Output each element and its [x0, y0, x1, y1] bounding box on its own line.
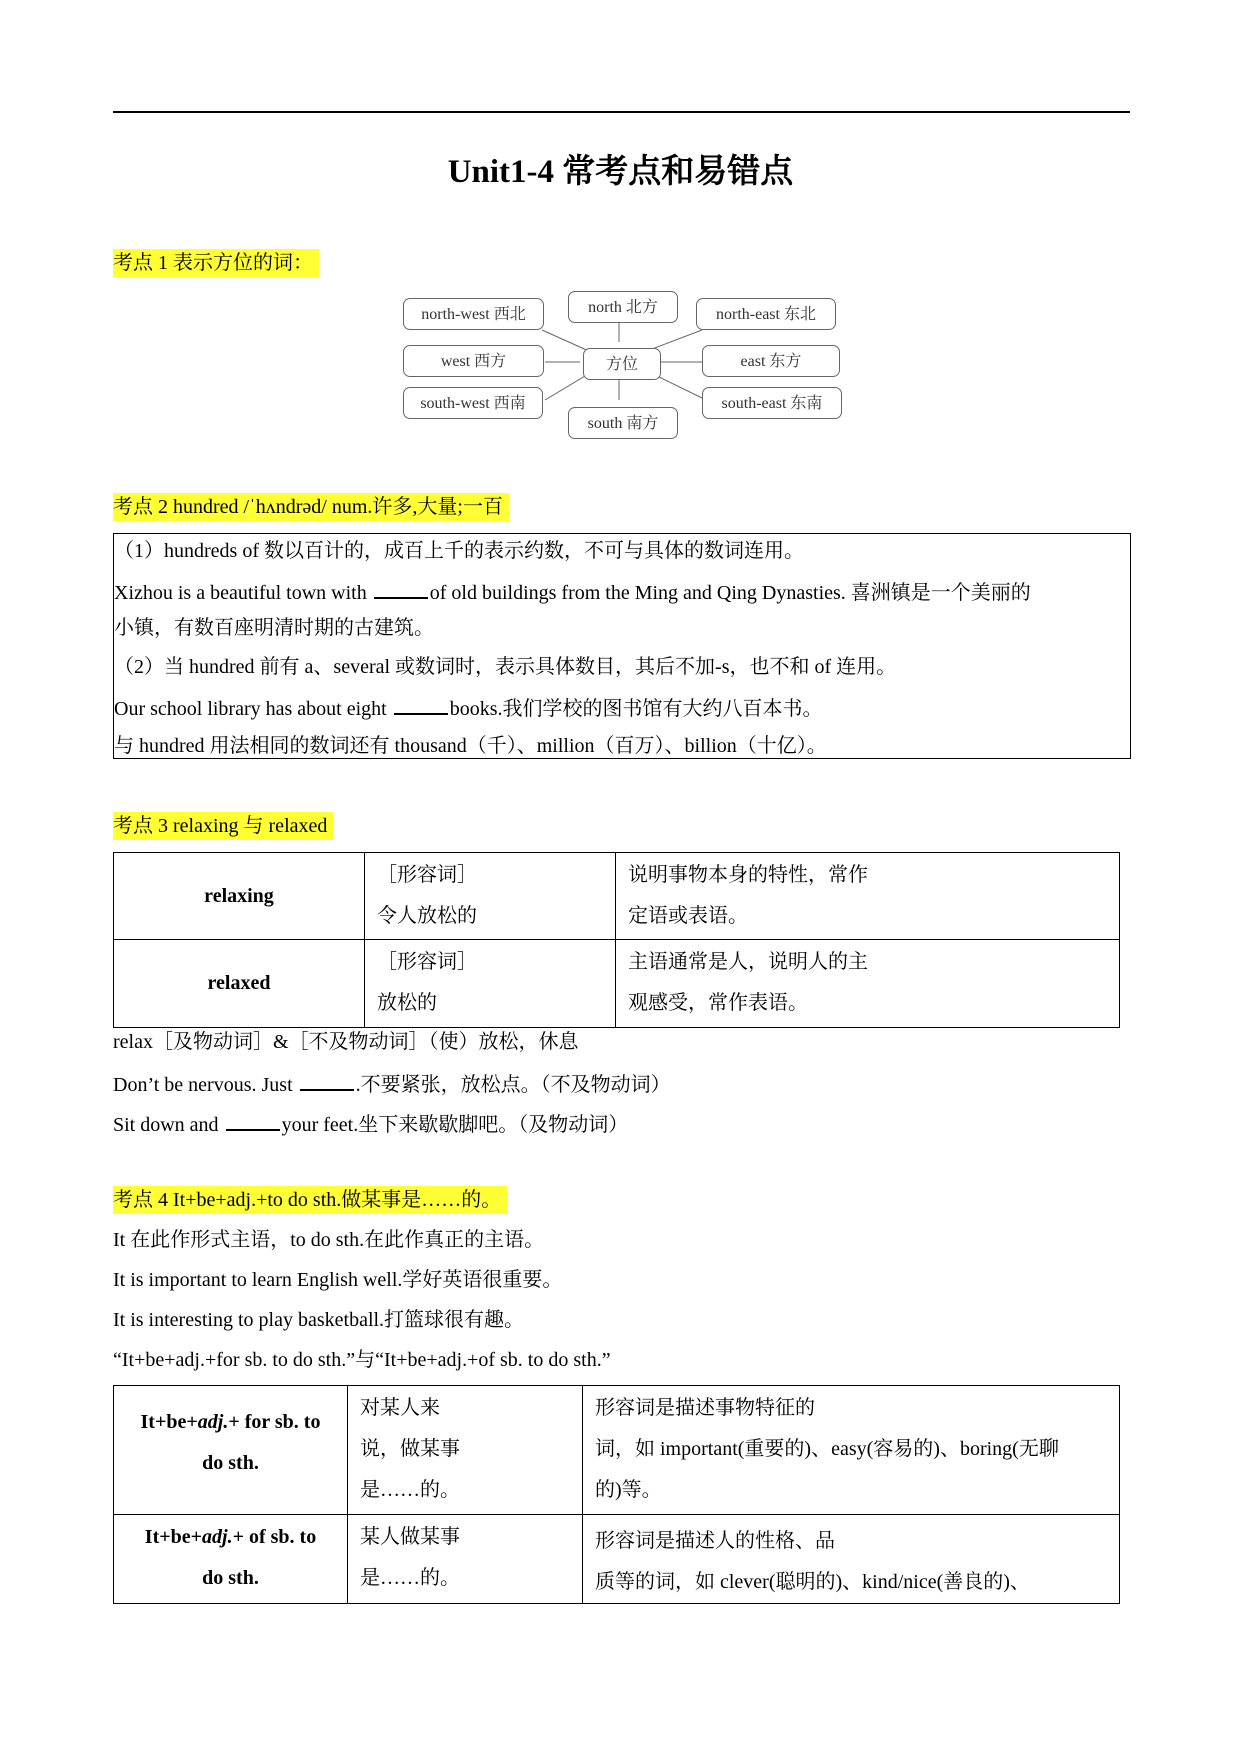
- note-line: 形容词是描述人的性格、品: [595, 1530, 835, 1552]
- pattern-part: It+be+: [144, 1526, 203, 1548]
- pos-cell: [365, 853, 616, 940]
- pattern-part: + of sb. to: [232, 1526, 317, 1548]
- node-south: south 南方: [568, 407, 678, 439]
- answer-blank: [374, 577, 428, 599]
- meaning-line: 说，做某事: [360, 1438, 460, 1460]
- kd2-line-5a: Our school library has about eight: [114, 698, 392, 720]
- meaning-line: 对某人来: [360, 1397, 440, 1419]
- kd1-heading: 考点 1 表示方位的词：: [113, 249, 319, 277]
- note-cell: [583, 1515, 1120, 1604]
- meaning-line: 某人做某事: [360, 1526, 460, 1548]
- page-title: Unit1-4 常考点和易错点: [447, 154, 794, 190]
- pos-cell: [365, 940, 616, 1028]
- table-row: [114, 940, 1120, 1028]
- meaning-label: 令人放松的: [377, 905, 477, 927]
- answer-blank: [300, 1069, 354, 1091]
- node-north-east: north-east 东北: [696, 298, 836, 330]
- direction-diagram: [400, 290, 850, 450]
- kd2-line-4: （2）当 hundred 前有 a、several 或数词时，表示具体数目，其后不加-s，也不和 of 连用。: [114, 656, 897, 678]
- word-cell: relaxing: [114, 853, 365, 940]
- kd4-line-3: It is interesting to play basketball.打篮球很有趣。: [113, 1309, 525, 1331]
- note-line: 定语或表语。: [628, 905, 748, 927]
- node-south-east: south-east 东南: [702, 387, 842, 419]
- node-center: 方位: [583, 348, 661, 380]
- kd2-box: [113, 533, 1131, 759]
- pattern-cell: [114, 1386, 348, 1515]
- kd2-line-5b: books.我们学校的图书馆有大约八百本书。: [449, 698, 823, 720]
- meaning-line: 是……的。: [360, 1567, 460, 1589]
- note-cell: [616, 853, 1120, 940]
- kd4-line-4: “It+be+adj.+for sb. to do sth.”与“It+be+adj.+of sb. to do sth.”: [113, 1349, 611, 1371]
- meaning-cell: [348, 1515, 583, 1604]
- note-cell: [616, 940, 1120, 1028]
- note-line: 质等的词，如 clever(聪明的)、kind/nice(善良的)、: [595, 1571, 1030, 1593]
- kd2-line-5: [114, 693, 823, 723]
- note-line: 说明事物本身的特性，常作: [628, 864, 868, 886]
- pattern-part: do sth.: [202, 1567, 259, 1589]
- node-west: west 西方: [403, 345, 544, 377]
- node-east: east 东方: [702, 345, 840, 377]
- pattern-adj: adj.: [197, 1411, 229, 1433]
- kd4-heading: 考点 4 It+be+adj.+to do sth.做某事是……的。: [113, 1186, 507, 1214]
- pattern-part: + for sb. to: [228, 1411, 321, 1433]
- pattern-cell: [114, 1515, 348, 1604]
- table-row: [114, 853, 1120, 940]
- note-line: 的)等。: [595, 1479, 662, 1501]
- meaning-label: 放松的: [377, 992, 437, 1014]
- pos-label: ［形容词］: [377, 951, 477, 973]
- kd2-line-6: 与 hundred 用法相同的数词还有 thousand（千）、million（百万）、billion（十亿）。: [114, 735, 827, 757]
- table-row: [114, 1386, 1120, 1515]
- pattern-part: It+be+: [140, 1411, 198, 1433]
- kd3-line-3: [113, 1109, 628, 1139]
- note-line: 主语通常是人，说明人的主: [628, 951, 868, 973]
- kd2-line-1: （1）hundreds of 数以百计的，成百上千的表示约数，不可与具体的数词连用。: [114, 540, 804, 562]
- meaning-cell: [348, 1386, 583, 1515]
- kd3-line-3b: your feet.坐下来歇歇脚吧。（及物动词）: [281, 1114, 629, 1136]
- kd3-line-1: relax［及物动词］&［不及物动词］（使）放松，休息: [113, 1031, 579, 1053]
- note-line: 词，如 important(重要的)、easy(容易的)、boring(无聊: [595, 1438, 1059, 1460]
- answer-blank: [226, 1109, 280, 1131]
- kd2-line-2: [114, 577, 1031, 607]
- meaning-line: 是……的。: [360, 1479, 460, 1501]
- node-south-west: south-west 西南: [403, 387, 543, 419]
- kd2-line-2a: Xizhou is a beautiful town with: [114, 582, 372, 604]
- kd3-heading: 考点 3 relaxing 与 relaxed: [113, 812, 333, 840]
- kd3-line-2a: Don’t be nervous. Just: [113, 1074, 298, 1096]
- kd4-line-1: It 在此作形式主语，to do sth.在此作真正的主语。: [113, 1229, 545, 1251]
- note-line: 形容词是描述事物特征的: [595, 1397, 815, 1419]
- pos-label: ［形容词］: [377, 864, 477, 886]
- kd3-line-2b: .不要紧张，放松点。（不及物动词）: [355, 1074, 671, 1096]
- kd2-line-3: 小镇，有数百座明清时期的古建筑。: [114, 617, 434, 639]
- kd3-table: [113, 852, 1120, 1028]
- pattern-part: do sth.: [202, 1452, 259, 1474]
- pattern-adj: adj.: [202, 1526, 233, 1548]
- word-cell: relaxed: [114, 940, 365, 1028]
- kd2-line-2b: of old buildings from the Ming and Qing Dynasties. 喜洲镇是一个美丽的: [429, 582, 1031, 604]
- note-line: 观感受，常作表语。: [628, 992, 808, 1014]
- node-north-west: north-west 西北: [403, 298, 544, 330]
- table-row: [114, 1515, 1120, 1604]
- answer-blank: [394, 693, 448, 715]
- kd2-heading: 考点 2 hundred /ˈhʌndrəd/ num.许多,大量;一百: [113, 493, 509, 521]
- node-north: north 北方: [568, 291, 678, 323]
- kd3-line-3a: Sit down and: [113, 1114, 224, 1136]
- kd4-table: [113, 1385, 1120, 1604]
- kd3-line-2: [113, 1069, 671, 1099]
- kd4-line-2: It is important to learn English well.学好英语很重要。: [113, 1269, 563, 1291]
- header-rule: [113, 111, 1130, 113]
- note-cell: [583, 1386, 1120, 1515]
